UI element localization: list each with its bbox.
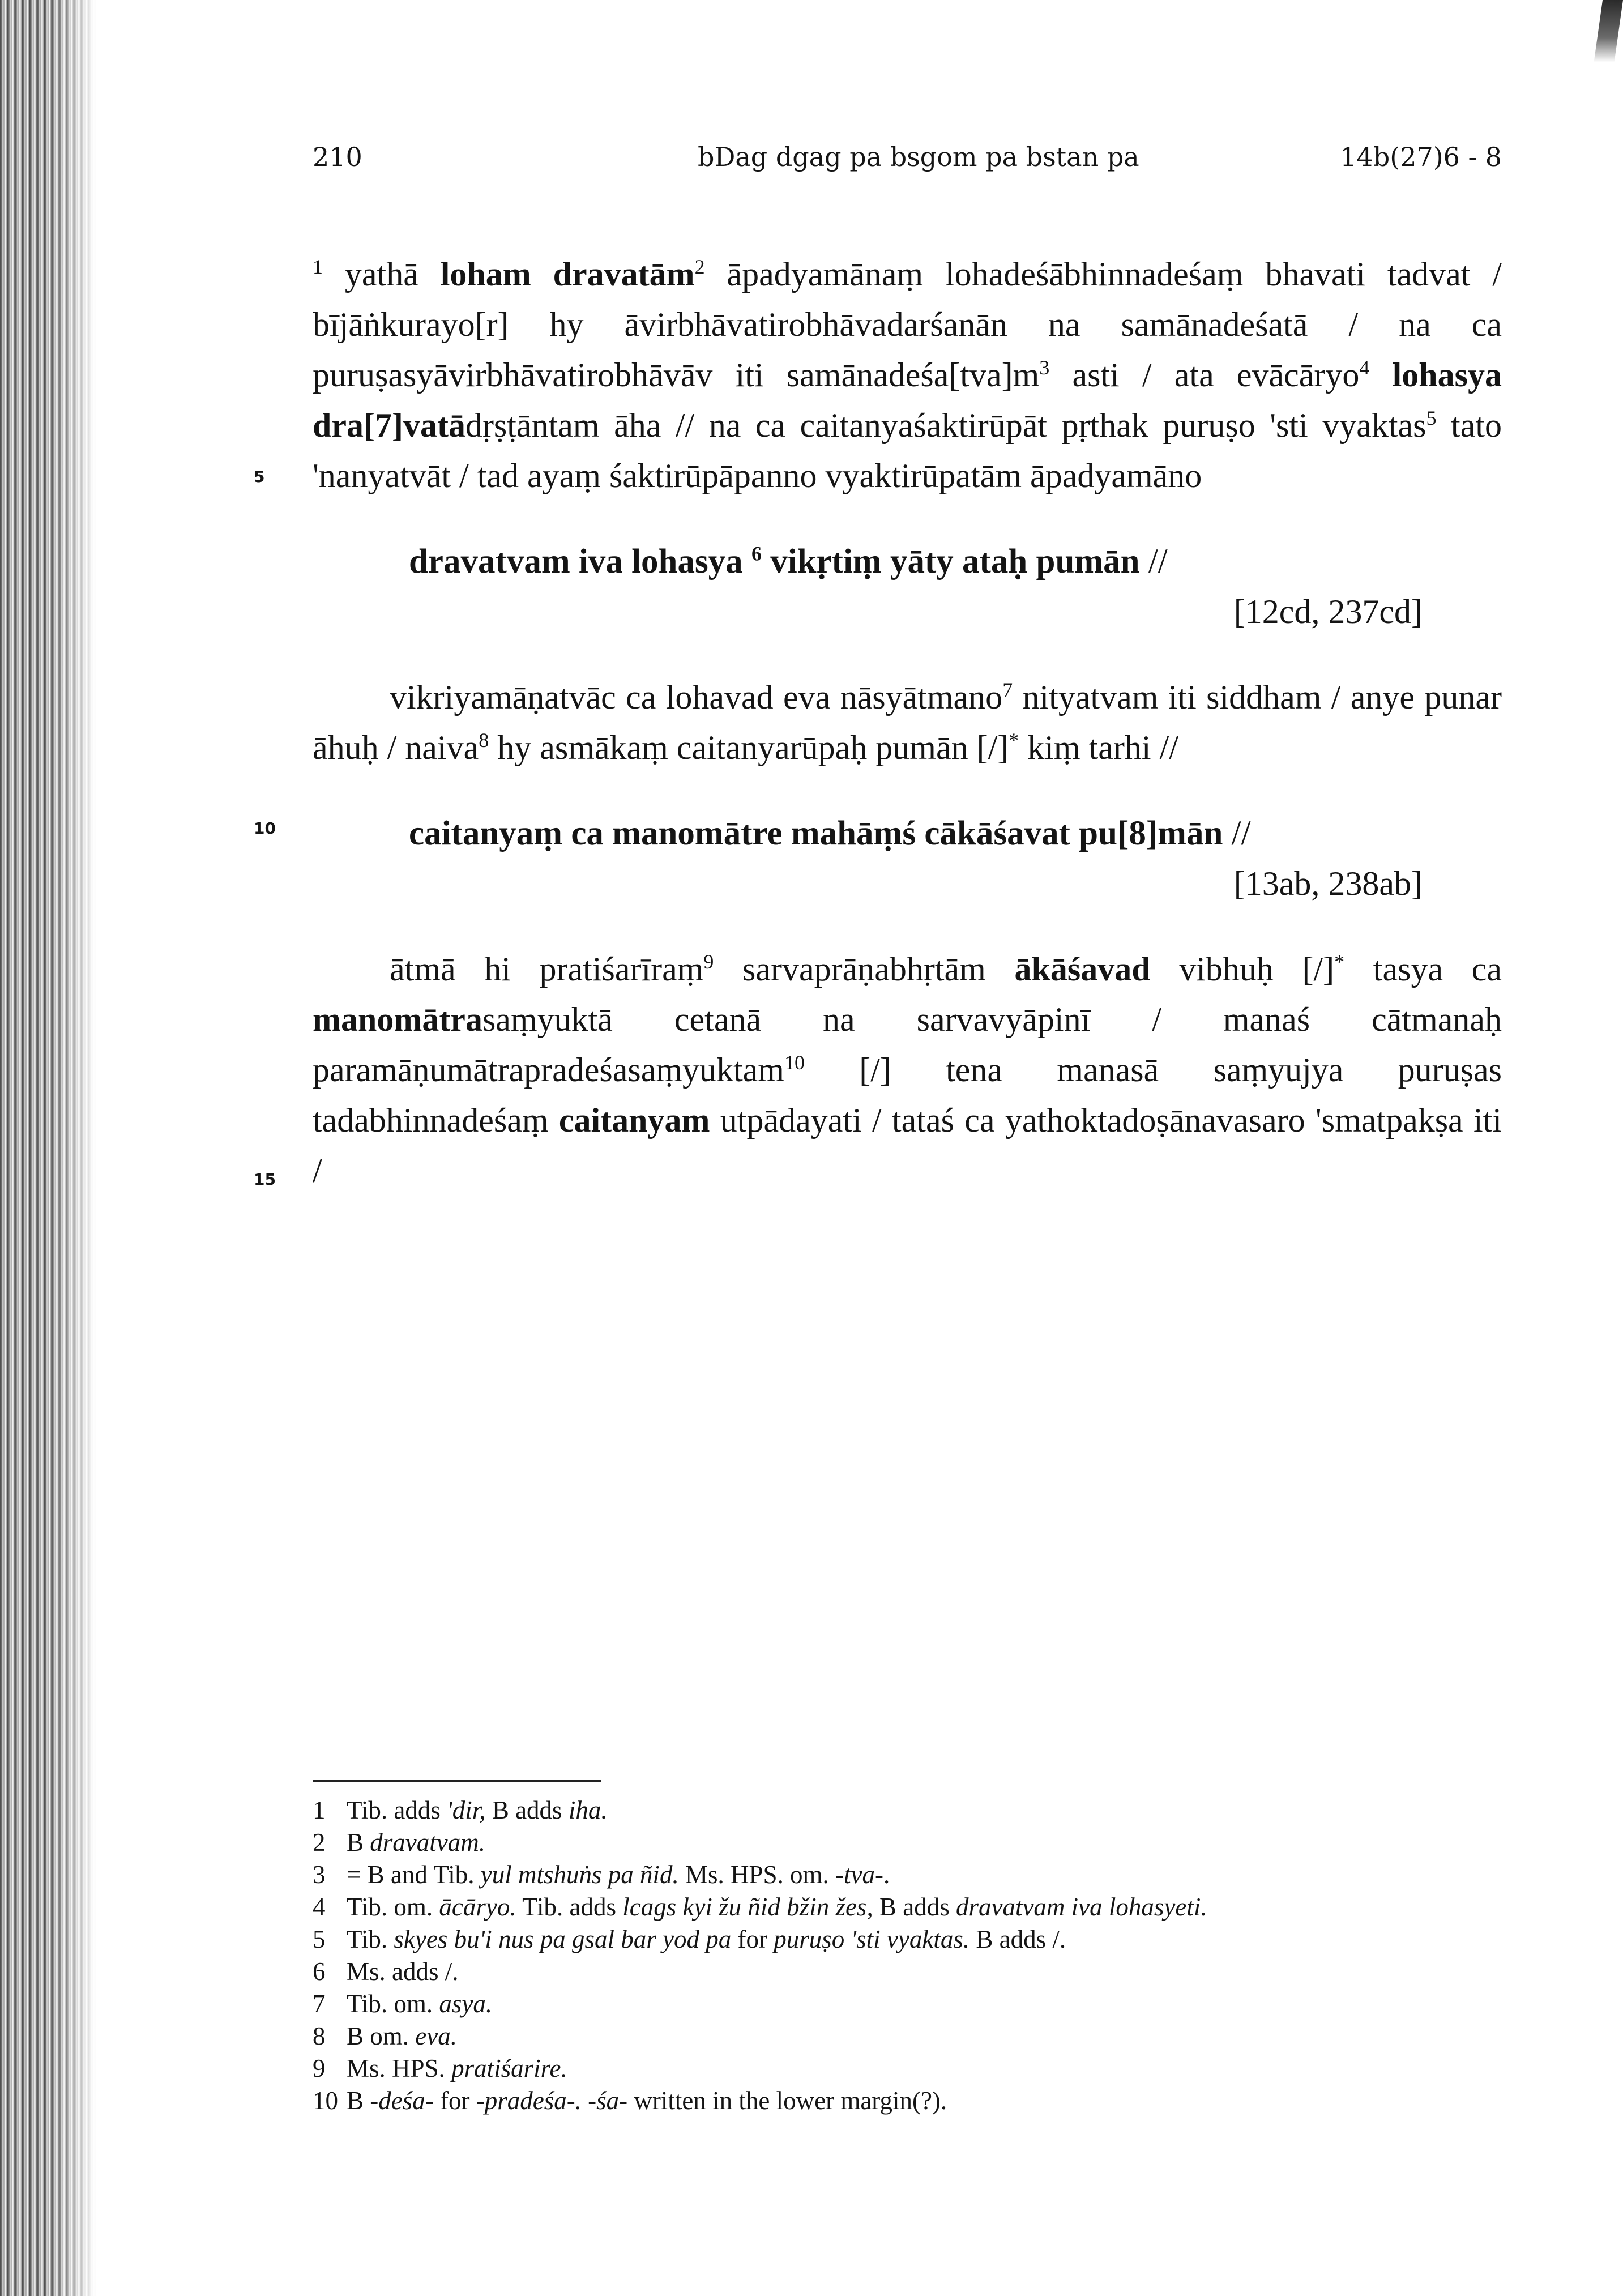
running-title: bDag dgag pa bsgom pa bstan pa xyxy=(698,142,1139,172)
paragraph-3: ātmā hi pratiśarīraṃ$^9$ sarvaprāṇabhṛtām ākāśavad vibhuḥ [/]* tasya ca manomātrasaṃyuktā cetanā na sarvavyāpinī / manaś cātmanaḥ paramāṇumātrapradeśasaṃyuktam$^{10}$ [/] tena manasā saṃyujya puruṣas tadabhinnadeśaṃ caitanyam utpādayati / tataś ca yathoktadoṣānavasaro 'smatpakṣa iti / xyxy=(313,950,1502,1189)
verse-ref-12cd: [12cd, 237cd] xyxy=(1233,593,1423,630)
footnote-ref-3: 3 xyxy=(1039,356,1050,379)
footnote-ref-5: 5 xyxy=(1426,407,1437,429)
footnote-5: 5 Tib. skyes bu'i nus pa gsal bar yod pa for puruṣo 'sti vyaktas. B adds /. xyxy=(313,1925,1066,1953)
verse-ref-13ab: [13ab, 238ab] xyxy=(1233,865,1423,902)
footnote-ref-10: 10 xyxy=(784,1051,805,1074)
folio-reference: 14b(27)6 - 8 xyxy=(1340,142,1502,172)
paragraph-2: vikriyamāṇatvāc ca lohavad eva nāsyātmano$^7$ nityatvam iti siddham / anye punar āhuḥ / naiva$^8$ hy asmākaṃ caitanyarūpaḥ pumān [/]* kiṃ tarhi // xyxy=(313,678,1502,766)
paragraph-1: $^1$ yathā loham dravatām$^2$ āpadyamānaṃ lohadeśābhinnadeśaṃ bhavati tadvat / bījāṅkurayo[r] hy āvirbhāvatirobhāvadarśanān na samānadeśatā / na ca puruṣasyāvirbhāvatirobhāvāv iti $samānadeśa[tva]m^3$ asti / ata evācāryo$^4$ lohasya dra[7]vatādṛṣṭāntam āha // na ca caitanyaśaktirūpāt pṛthak puruṣo 'sti vyaktas$^5$ tato 'nanyatvāt / tad ayaṃ śaktirūpāpanno vyaktirūpatām āpadyamāno xyxy=(313,255,1502,494)
footnote-rule xyxy=(313,1780,601,1782)
line-number-10: 10 xyxy=(254,819,276,838)
footnote-ref-1: 1 xyxy=(313,255,323,278)
lemma-akasavad: ākāśavad xyxy=(1014,950,1151,988)
footnotes xyxy=(313,1794,1502,2117)
verse-12cd: dravatvam iva lohasya $^6$ vikṛtiṃ yāty ataḥ pumān // xyxy=(409,542,1168,581)
main-text xyxy=(313,249,1502,1196)
verse-13ab: caitanyaṃ ca manomātre mahāṃś cākāśavat pu[8]mān // xyxy=(409,814,1251,852)
footnote-3: 3 = B and Tib. yul mtshuṅs pa ñid. Ms. HPS. om. -tva-. xyxy=(313,1860,890,1889)
footnote-ref-2: 2 xyxy=(694,255,705,278)
lemma-lohasya-dravata: lohasya dra[7]vatā xyxy=(313,356,1502,444)
running-header xyxy=(313,142,1502,181)
lemma-loham-dravatam: loham dravatām xyxy=(440,255,695,293)
asterisk-mark: * xyxy=(1334,950,1345,973)
footnote-ref-4: 4 xyxy=(1359,356,1370,379)
footnote-10: 10 B -deśa- for -pradeśa-. -śa- written in the lower margin(?). xyxy=(313,2086,947,2115)
gutter-fade xyxy=(51,0,96,2296)
corner-scan-mark xyxy=(1594,0,1623,62)
footnote-ref-9: 9 xyxy=(703,950,714,973)
footnote-8: 8 B om. eva. xyxy=(313,2022,457,2050)
footnote-ref-8: 8 xyxy=(479,729,489,752)
footnote-4: 4 Tib. om. ācāryo. Tib. adds lcags kyi žu ñid bžin žes, B adds dravatvam iva lohasyeti. xyxy=(313,1893,1207,1921)
footnote-1: 1 Tib. adds 'dir, B adds iha. xyxy=(313,1796,608,1824)
footnote-6: 6 Ms. adds /. xyxy=(313,1957,459,1986)
lemma-manomatra: manomātra xyxy=(313,1001,482,1038)
line-number-5: 5 xyxy=(254,467,265,486)
lemma-caitanyam: caitanyam xyxy=(558,1102,710,1139)
footnote-ref-7: 7 xyxy=(1002,678,1013,701)
footnote-7: 7 Tib. om. asya. xyxy=(313,1990,493,2018)
footnote-9: 9 Ms. HPS. pratiśarire. xyxy=(313,2054,567,2082)
footnote-ref-6: 6 xyxy=(751,542,762,565)
asterisk-mark: * xyxy=(1009,729,1019,752)
page-number: 210 xyxy=(313,142,362,172)
footnote-2: 2 B dravatvam. xyxy=(313,1828,485,1857)
line-number-15: 15 xyxy=(254,1170,276,1189)
